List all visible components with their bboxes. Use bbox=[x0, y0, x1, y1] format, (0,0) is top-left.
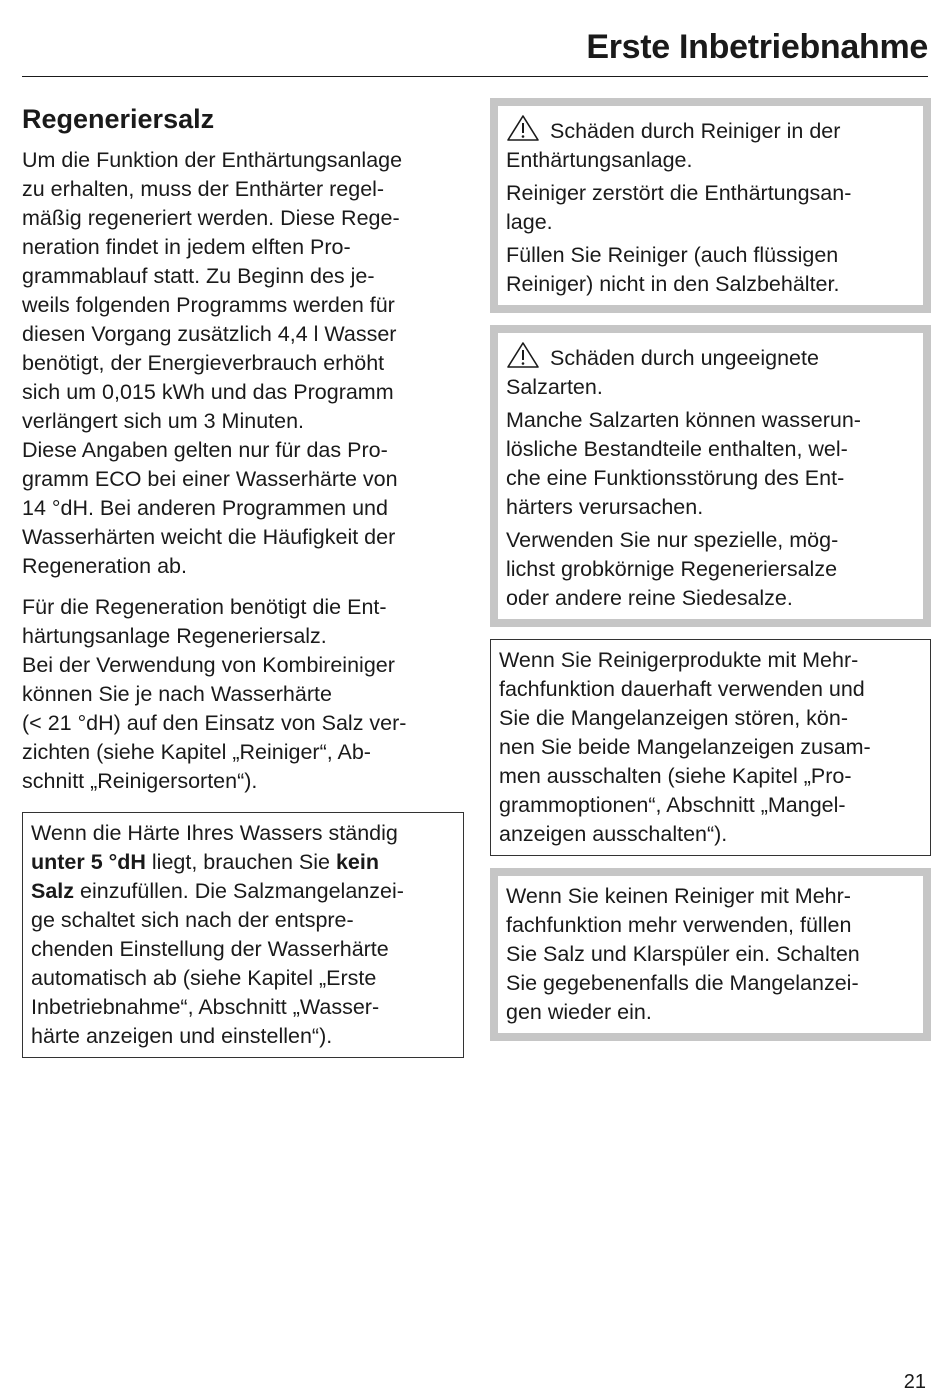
warning-heading bbox=[506, 114, 915, 175]
text-line: Sie die Mangelanzeigen stören, kön- bbox=[499, 706, 848, 730]
text-line: 14 °dH. Bei anderen Programmen und bbox=[22, 496, 388, 520]
text-line: Bei der Verwendung von Kombireiniger bbox=[22, 653, 395, 677]
text-line: Verwenden Sie nur spezielle, mög- bbox=[506, 528, 839, 552]
text-line: können Sie je nach Wasserhärte bbox=[22, 682, 332, 706]
multi-function-note-box bbox=[490, 639, 931, 856]
text-line: Wenn Sie Reinigerprodukte mit Mehr- bbox=[499, 648, 859, 672]
text-line: anzeigen ausschalten“). bbox=[499, 822, 728, 846]
text-line: Füllen Sie Reiniger (auch flüssigen bbox=[506, 243, 839, 267]
bold-text: kein bbox=[335, 850, 379, 874]
text-line: Wasserhärten weicht die Häufigkeit der bbox=[22, 525, 396, 549]
text-line: neration findet in jedem elften Pro- bbox=[22, 235, 351, 259]
text-line: men ausschalten (siehe Kapitel „Pro- bbox=[499, 764, 852, 788]
text-line: oder andere reine Siedesalze. bbox=[506, 586, 793, 610]
text-line: verlängert sich um 3 Minuten. bbox=[22, 409, 305, 433]
text-line: Diese Angaben gelten nur für das Pro- bbox=[22, 438, 388, 462]
text-line: Wenn die Härte Ihres Wassers ständig bbox=[31, 821, 398, 845]
text-fragment: einzufüllen. Die Salzmangelanzei- bbox=[74, 879, 404, 903]
warning-box-detergent bbox=[490, 98, 931, 313]
text-line: grammoptionen“, Abschnitt „Mangel- bbox=[499, 793, 846, 817]
text-line: (< 21 °dH) auf den Einsatz von Salz ver- bbox=[22, 711, 407, 735]
bold-text: Salz bbox=[31, 879, 75, 903]
text-line: Reiniger) nicht in den Salzbehälter. bbox=[506, 272, 840, 296]
warning-instruction bbox=[506, 526, 915, 613]
text-line: schnitt „Reinigersorten“). bbox=[22, 769, 258, 793]
text-line: Reiniger zerstört die Enthärtungsan- bbox=[506, 181, 852, 205]
text-line: zichten (siehe Kapitel „Reiniger“, Ab- bbox=[22, 740, 371, 764]
text-line: härters verursachen. bbox=[506, 495, 704, 519]
text-line: automatisch ab (siehe Kapitel „Erste bbox=[31, 966, 377, 990]
text-line: fachfunktion dauerhaft verwenden und bbox=[499, 677, 865, 701]
page-number: 21 bbox=[903, 1371, 926, 1393]
text-line: Wenn Sie keinen Reiniger mit Mehr- bbox=[506, 884, 851, 908]
reactivate-indicators-note-box bbox=[490, 868, 931, 1041]
warning-text bbox=[506, 406, 915, 522]
text-line: lichst grobkörnige Regeneriersalze bbox=[506, 557, 838, 581]
text-line: nen Sie beide Mangelanzeigen zusam- bbox=[499, 735, 871, 759]
intro-paragraph bbox=[22, 146, 464, 581]
text-line: härtungsanlage Regeneriersalz. bbox=[22, 624, 327, 648]
text-line: härte anzeigen und einstellen“). bbox=[31, 1024, 333, 1048]
right-column bbox=[490, 98, 931, 1041]
text-fragment: liegt, brauchen Sie bbox=[145, 850, 336, 874]
text-line: sich um 0,015 kWh und das Programm bbox=[22, 380, 394, 404]
text-line: Regeneration ab. bbox=[22, 554, 187, 578]
text-line: Um die Funktion der Enthärtungsanlage bbox=[22, 148, 403, 172]
warning-heading bbox=[506, 341, 915, 402]
text-line: gramm ECO bei einer Wasserhärte von bbox=[22, 467, 398, 491]
text-line: benötigt, der Energieverbrauch erhöht bbox=[22, 351, 385, 375]
bold-text: unter 5 °dH bbox=[31, 850, 146, 874]
page-header-title: Erste Inbetriebnahme bbox=[586, 28, 928, 66]
text-line: che eine Funktionsstörung des Ent- bbox=[506, 466, 845, 490]
text-line: Inbetriebnahme“, Abschnitt „Wasser- bbox=[31, 995, 380, 1019]
text-line: lösliche Bestandteile enthalten, wel- bbox=[506, 437, 848, 461]
text-line: diesen Vorgang zusätzlich 4,4 l Wasser bbox=[22, 322, 397, 346]
text-line: lage. bbox=[506, 210, 553, 234]
text-line bbox=[506, 341, 915, 373]
warning-instruction bbox=[506, 241, 915, 299]
text-line: ge schaltet sich nach der entspre- bbox=[31, 908, 354, 932]
header-divider bbox=[22, 76, 928, 77]
text-line: fachfunktion mehr verwenden, füllen bbox=[506, 913, 852, 937]
text-line: Enthärtungsanlage. bbox=[506, 148, 693, 172]
text-line bbox=[31, 877, 455, 906]
left-column bbox=[22, 102, 464, 1058]
text-line: gen wieder ein. bbox=[506, 1000, 652, 1024]
text-line bbox=[31, 848, 455, 877]
text-line: zu erhalten, muss der Enthärter regel- bbox=[22, 177, 385, 201]
text-line: weils folgenden Programms werden für bbox=[22, 293, 395, 317]
text-line: chenden Einstellung der Wasserhärte bbox=[31, 937, 389, 961]
section-title: Regeneriersalz bbox=[22, 104, 215, 134]
regeneration-paragraph bbox=[22, 593, 464, 796]
warning-triangle-icon bbox=[506, 341, 540, 369]
text-fragment: Schäden durch ungeeignete bbox=[544, 346, 819, 370]
soft-water-note-box bbox=[22, 812, 464, 1058]
warning-box-salt-types bbox=[490, 325, 931, 627]
text-line: Salzarten. bbox=[506, 375, 603, 399]
text-line: Manche Salzarten können wasserun- bbox=[506, 408, 861, 432]
text-line: grammablauf statt. Zu Beginn des je- bbox=[22, 264, 375, 288]
text-line: Für die Regeneration benötigt die Ent- bbox=[22, 595, 387, 619]
text-line: mäßig regeneriert werden. Diese Rege- bbox=[22, 206, 400, 230]
text-line: Sie gegebenenfalls die Mangelanzei- bbox=[506, 971, 859, 995]
text-line bbox=[506, 114, 915, 146]
warning-text bbox=[506, 179, 915, 237]
text-fragment: Schäden durch Reiniger in der bbox=[544, 119, 841, 143]
text-line: Sie Salz und Klarspüler ein. Schalten bbox=[506, 942, 860, 966]
warning-triangle-icon bbox=[506, 114, 540, 142]
